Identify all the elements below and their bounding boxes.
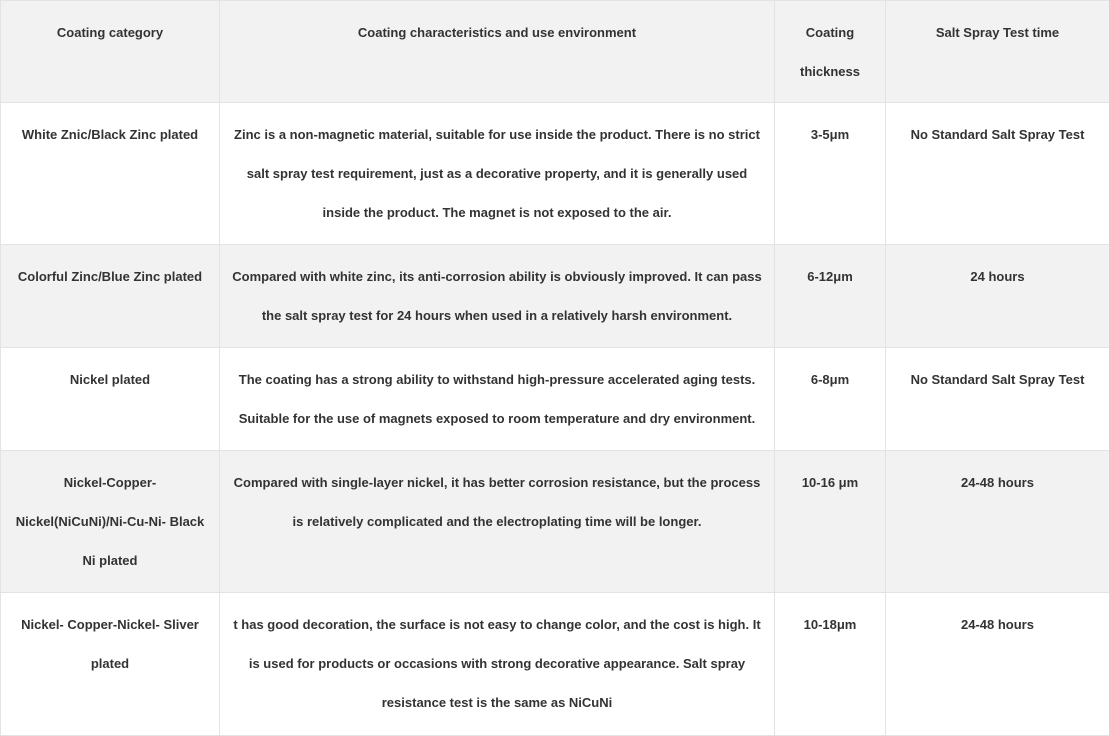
cell-characteristics: Compared with single-layer nickel, it has better corrosion resistance, but the process is relatively complicated and the electroplating time will be longer. xyxy=(220,451,775,593)
cell-thickness: 3-5μm xyxy=(775,103,886,245)
cell-characteristics: Zinc is a non-magnetic material, suitable for use inside the product. There is no strict salt spray test requirement, just as a decorative property, and it is generally used inside the product. The magnet is not exposed to the air. xyxy=(220,103,775,245)
cell-salt-spray: No Standard Salt Spray Test xyxy=(886,103,1109,245)
cell-characteristics: t has good decoration, the surface is not easy to change color, and the cost is high. It is used for products or occasions with strong decorative appearance. Salt spray resistance test is the same as NiCuNi xyxy=(220,593,775,736)
cell-category: Nickel-Copper-Nickel(NiCuNi)/Ni-Cu-Ni- Black Ni plated xyxy=(1,451,220,593)
header-coating-characteristics: Coating characteristics and use environment xyxy=(220,1,775,103)
table-header-row xyxy=(1,1,1109,103)
cell-category: White Znic/Black Zinc plated xyxy=(1,103,220,245)
cell-thickness: 6-12μm xyxy=(775,245,886,348)
header-coating-category: Coating category xyxy=(1,1,220,103)
table-row xyxy=(1,103,1109,245)
cell-characteristics: The coating has a strong ability to withstand high-pressure accelerated aging tests. Suitable for the use of magnets exposed to room temperature and dry environment. xyxy=(220,348,775,451)
cell-thickness: 6-8μm xyxy=(775,348,886,451)
cell-salt-spray: No Standard Salt Spray Test xyxy=(886,348,1109,451)
table-row xyxy=(1,451,1109,593)
table-row xyxy=(1,593,1109,736)
cell-salt-spray: 24-48 hours xyxy=(886,451,1109,593)
header-coating-thickness: Coating thickness xyxy=(775,1,886,103)
cell-characteristics: Compared with white zinc, its anti-corrosion ability is obviously improved. It can pass the salt spray test for 24 hours when used in a relatively harsh environment. xyxy=(220,245,775,348)
cell-thickness: 10-16 μm xyxy=(775,451,886,593)
table-row xyxy=(1,348,1109,451)
table-row xyxy=(1,245,1109,348)
cell-category: Nickel plated xyxy=(1,348,220,451)
header-salt-spray-time: Salt Spray Test time xyxy=(886,1,1109,103)
cell-thickness: 10-18μm xyxy=(775,593,886,736)
cell-category: Colorful Zinc/Blue Zinc plated xyxy=(1,245,220,348)
cell-salt-spray: 24-48 hours xyxy=(886,593,1109,736)
cell-salt-spray: 24 hours xyxy=(886,245,1109,348)
cell-category: Nickel- Copper-Nickel- Sliver plated xyxy=(1,593,220,736)
